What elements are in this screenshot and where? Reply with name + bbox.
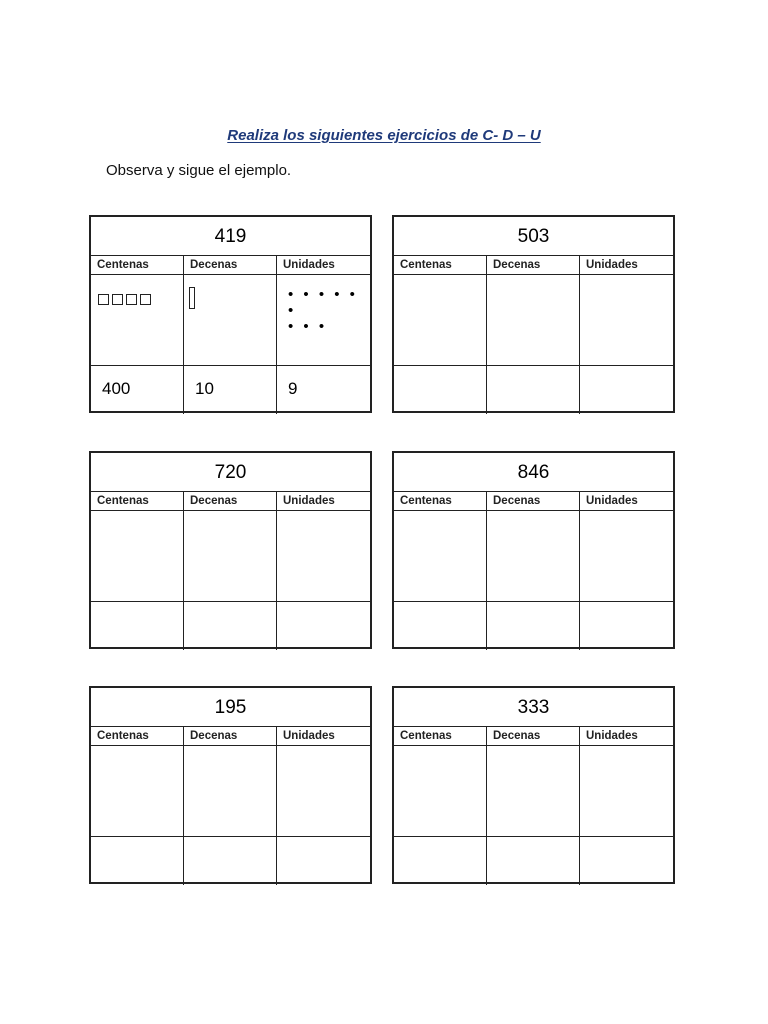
value-cell[interactable] <box>184 602 277 650</box>
instruction-text: Observa y sigue el ejemplo. <box>106 162 292 179</box>
exercise-card <box>89 686 372 884</box>
drawing-cell[interactable] <box>580 511 673 601</box>
col-unidades: Unidades <box>283 730 335 742</box>
col-centenas: Centenas <box>91 492 184 510</box>
card-drawing-row <box>91 275 370 366</box>
card-number: 503 <box>394 217 673 256</box>
drawing-cell[interactable] <box>91 746 184 836</box>
centenas-drawing <box>91 275 184 365</box>
col-centenas: Centenas <box>394 256 487 274</box>
card-number: 720 <box>91 453 370 492</box>
col-centenas: Centenas <box>394 727 487 745</box>
drawing-cell[interactable] <box>184 511 277 601</box>
value-cell[interactable] <box>277 602 370 650</box>
card-values-row <box>91 366 370 414</box>
card-number: 846 <box>394 453 673 492</box>
exercise-card <box>392 215 675 413</box>
exercise-card <box>392 686 675 884</box>
example-card <box>89 215 372 413</box>
col-centenas: Centenas <box>91 256 184 274</box>
col-unidades: Unidades <box>283 495 335 507</box>
drawing-cell[interactable] <box>487 275 580 365</box>
card-number: 419 <box>91 217 370 256</box>
unit-dots: • • • • • • • • • <box>288 286 358 335</box>
drawing-cell[interactable] <box>580 746 673 836</box>
drawing-cell[interactable] <box>277 511 370 601</box>
col-decenas: Decenas <box>487 256 580 274</box>
value-cell[interactable] <box>91 602 184 650</box>
rod-block-icon <box>189 287 195 309</box>
exercise-card <box>392 451 675 649</box>
drawing-cell[interactable] <box>91 511 184 601</box>
drawing-cell[interactable] <box>277 746 370 836</box>
card-number: 333 <box>394 688 673 727</box>
value-cell[interactable] <box>487 837 580 885</box>
value-cell[interactable] <box>580 602 673 650</box>
square-block-icon <box>126 294 137 305</box>
col-centenas: Centenas <box>394 492 487 510</box>
col-unidades: Unidades <box>586 495 638 507</box>
value-decenas: 10 <box>184 366 277 414</box>
col-unidades: Unidades <box>283 259 335 271</box>
col-unidades: Unidades <box>586 259 638 271</box>
drawing-cell[interactable] <box>580 275 673 365</box>
card-number: 195 <box>91 688 370 727</box>
value-centenas: 400 <box>91 366 184 414</box>
value-cell[interactable] <box>487 366 580 414</box>
col-unidades: Unidades <box>586 730 638 742</box>
square-block-icon <box>140 294 151 305</box>
decenas-drawing <box>184 275 277 365</box>
drawing-cell[interactable] <box>394 511 487 601</box>
value-cell[interactable] <box>91 837 184 885</box>
value-cell[interactable] <box>394 366 487 414</box>
value-cell[interactable] <box>487 602 580 650</box>
drawing-cell[interactable] <box>394 746 487 836</box>
drawing-cell[interactable] <box>487 746 580 836</box>
drawing-cell[interactable] <box>394 275 487 365</box>
drawing-cell[interactable] <box>184 746 277 836</box>
col-decenas: Decenas <box>487 727 580 745</box>
square-block-icon <box>98 294 109 305</box>
value-unidades: 9 <box>288 379 298 398</box>
value-cell[interactable] <box>394 837 487 885</box>
value-cell[interactable] <box>580 366 673 414</box>
col-centenas: Centenas <box>91 727 184 745</box>
col-decenas: Decenas <box>184 492 277 510</box>
value-cell[interactable] <box>277 837 370 885</box>
col-decenas: Decenas <box>184 727 277 745</box>
square-block-icon <box>112 294 123 305</box>
col-decenas: Decenas <box>487 492 580 510</box>
drawing-cell[interactable] <box>487 511 580 601</box>
exercise-card <box>89 451 372 649</box>
value-cell[interactable] <box>394 602 487 650</box>
value-cell[interactable] <box>580 837 673 885</box>
card-header-row <box>91 256 370 275</box>
worksheet-title: Realiza los siguientes ejercicios de C- D – U <box>227 127 541 144</box>
col-decenas: Decenas <box>184 256 277 274</box>
value-cell[interactable] <box>184 837 277 885</box>
unidades-drawing <box>277 275 370 365</box>
